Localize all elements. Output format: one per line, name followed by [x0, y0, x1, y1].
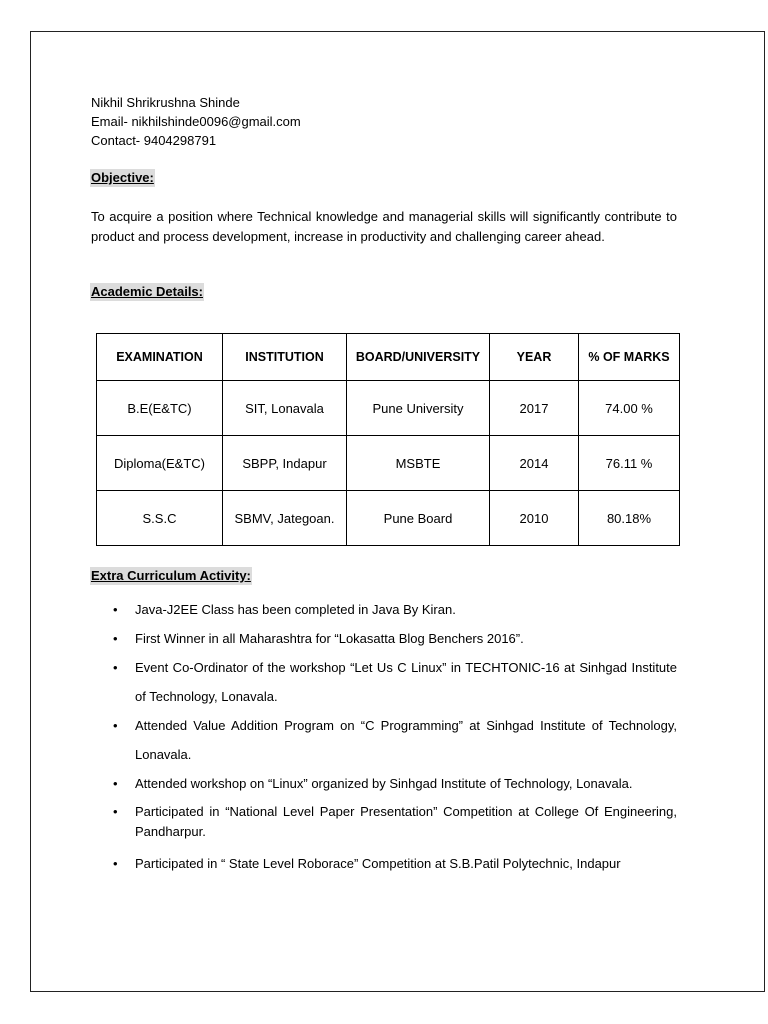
bullet-icon: •: [113, 856, 118, 871]
table-cell: SBMV, Jategoan.: [223, 491, 347, 546]
bullet-icon: •: [113, 660, 118, 675]
table-cell: S.S.C: [97, 491, 223, 546]
list-item-text: Java-J2EE Class has been completed in Java By Kiran.: [135, 602, 456, 617]
list-item: [91, 769, 677, 798]
table-cell: Diploma(E&TC): [97, 436, 223, 491]
table-row: [97, 491, 680, 546]
bullet-icon: •: [113, 631, 118, 646]
objective-heading: Objective:: [91, 170, 154, 185]
list-item-text: Attended workshop on “Linux” organized by Sinhgad Institute of Technology, Lonavala.: [135, 776, 633, 791]
table-cell: MSBTE: [347, 436, 490, 491]
candidate-name: Nikhil Shrikrushna Shinde: [91, 95, 240, 110]
list-item: [91, 629, 677, 648]
extra-heading: Extra Curriculum Activity:: [91, 568, 251, 583]
table-cell: 2014: [490, 436, 579, 491]
table-cell: 76.11 %: [579, 436, 680, 491]
table-cell: 2010: [490, 491, 579, 546]
list-item: [91, 600, 677, 619]
table-cell: 74.00 %: [579, 381, 680, 436]
list-item-text: Event Co-Ordinator of the workshop “Let Us C Linux” in TECHTONIC-16 at Sinhgad Institute of Technology, Lonavala.: [135, 660, 677, 704]
table-header-cell: YEAR: [490, 334, 579, 381]
bullet-icon: •: [113, 602, 118, 617]
table-cell: SBPP, Indapur: [223, 436, 347, 491]
table-row: [97, 436, 680, 491]
list-item-text: Attended Value Addition Program on “C Programming” at Sinhgad Institute of Technology, Lonavala.: [135, 718, 677, 762]
activity-list: [91, 600, 677, 874]
list-item-text: First Winner in all Maharashtra for “Lokasatta Blog Benchers 2016”.: [135, 631, 524, 646]
table-cell: Pune Board: [347, 491, 490, 546]
contact-line: Contact- 9404298791: [91, 133, 217, 148]
table-cell: 80.18%: [579, 491, 680, 546]
list-item-text: Participated in “National Level Paper Presentation” Competition at College Of Engineering, Pandharpur.: [135, 804, 677, 839]
list-item-text: Participated in “ State Level Roborace” Competition at S.B.Patil Polytechnic, Indapur: [135, 856, 621, 871]
objective-text: To acquire a position where Technical knowledge and managerial skills will significantly contribute to product and process development, increase in productivity and challenging career ahead.: [91, 209, 677, 244]
list-item: [91, 711, 677, 769]
email-line: Email- nikhilshinde0096@gmail.com: [91, 114, 301, 129]
table-cell: 2017: [490, 381, 579, 436]
list-item: [91, 653, 677, 711]
table-header-cell: BOARD/UNIVERSITY: [347, 334, 490, 381]
table-cell: SIT, Lonavala: [223, 381, 347, 436]
academic-table: [96, 333, 680, 546]
table-cell: B.E(E&TC): [97, 381, 223, 436]
bullet-icon: •: [113, 718, 118, 733]
academic-heading: Academic Details:: [91, 284, 203, 299]
list-item: [91, 854, 677, 874]
bullet-icon: •: [113, 776, 118, 791]
table-header-cell: % OF MARKS: [579, 334, 680, 381]
table-header-row: [97, 334, 680, 381]
list-item: [91, 802, 677, 842]
table-header-cell: EXAMINATION: [97, 334, 223, 381]
table-row: [97, 381, 680, 436]
table-header-cell: INSTITUTION: [223, 334, 347, 381]
table-cell: Pune University: [347, 381, 490, 436]
bullet-icon: •: [113, 804, 118, 819]
